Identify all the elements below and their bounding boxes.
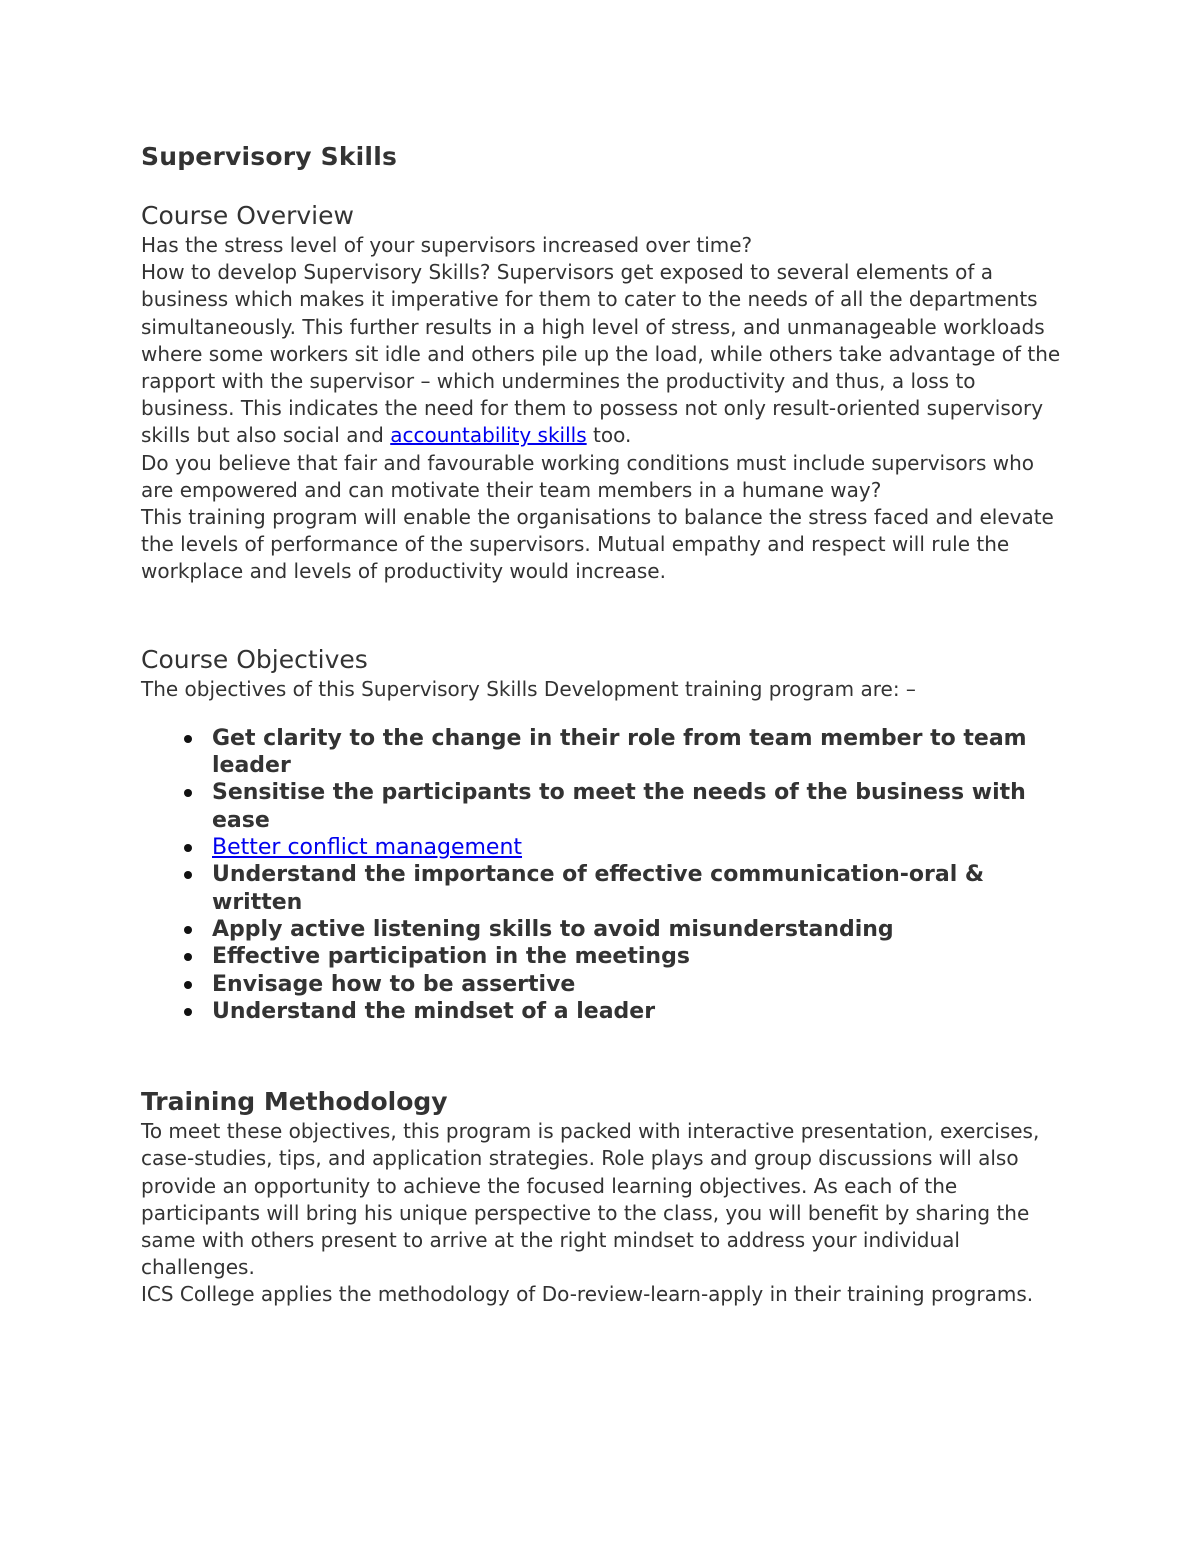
bullet-icon [184, 844, 192, 852]
objective-text: Sensitise the participants to meet the needs of the business with ease [212, 780, 1026, 833]
list-item [141, 943, 1072, 970]
overview-paragraph-1: Has the stress level of your supervisors increased over time? [141, 233, 753, 257]
document-body [141, 140, 1071, 1309]
bullet-icon [184, 789, 192, 797]
list-item [141, 971, 1072, 998]
methodology-paragraph-1: To meet these objectives, this program is packed with interactive presentation, exercises, case-studies, tips, and application strategies. Role plays and group discussions will also provide an opportunity to achieve the focused learning objectives. As each of the participants will bring his unique perspective to the class, you will benefit by sharing the same with others present to arrive at the right mindset to address your individual challenges. [141, 1119, 1040, 1280]
bullet-icon [184, 953, 192, 961]
overview-paragraph-2-text: How to develop Supervisory Skills? Supervisors get exposed to several elements of a business which makes it imperative for them to cater to the needs of all the departments simultaneously. This further results in a high level of stress, and unmanageable workloads where some workers sit idle and others pile up the load, while others take advantage of the rapport with the supervisor – which undermines the productivity and thus, a loss to business. This indicates the need for them to possess not only result-oriented supervisory skills but also social and [141, 260, 1061, 448]
objective-text: Understand the mindset of a leader [212, 998, 656, 1024]
overview-paragraph-2 [141, 259, 1071, 449]
course-objectives-heading: Course Objectives [141, 644, 368, 674]
accountability-skills-link[interactable]: accountability skills [390, 423, 587, 448]
objectives-list [141, 725, 1071, 1025]
bullet-icon [184, 871, 192, 879]
course-overview-heading: Course Overview [141, 201, 354, 230]
list-item [141, 998, 1072, 1025]
objective-text: Effective participation in the meetings [212, 944, 690, 970]
list-item [141, 834, 1072, 861]
list-item [141, 916, 1072, 943]
list-item [141, 779, 1072, 834]
objective-text: Apply active listening skills to avoid misunderstanding [212, 916, 894, 942]
spacer [141, 586, 1071, 644]
list-item [141, 861, 1072, 916]
objectives-intro: The objectives of this Supervisory Skills Development training program are: – [141, 676, 916, 701]
bullet-icon [184, 735, 192, 743]
bullet-icon [184, 981, 192, 989]
training-methodology-heading: Training Methodology [141, 1087, 448, 1117]
overview-paragraph-3: Do you believe that fair and favourable working conditions must include supervisors who are empowered and can motivate their team members in a humane way? [141, 450, 1035, 502]
bullet-icon [184, 926, 192, 934]
conflict-management-link[interactable]: Better conflict management [212, 835, 523, 861]
overview-paragraph-2-tail: too. [586, 423, 632, 448]
methodology-paragraph-2: ICS College applies the methodology of Do-review-learn-apply in their training programs. [141, 1282, 1034, 1307]
list-item [141, 725, 1072, 780]
document-title: Supervisory Skills [141, 142, 398, 171]
objective-text: Get clarity to the change in their role from team member to team leader [212, 725, 1027, 779]
overview-paragraph-4: This training program will enable the organisations to balance the stress faced and elevate the levels of performance of the supervisors. Mutual empathy and respect will rule the workplace and levels of productivity would increase. [141, 505, 1054, 584]
spacer [141, 1025, 1071, 1086]
objective-text: Understand the importance of effective communication-oral & written [212, 862, 985, 915]
bullet-icon [184, 1008, 192, 1016]
objective-text: Envisage how to be assertive [212, 971, 576, 997]
